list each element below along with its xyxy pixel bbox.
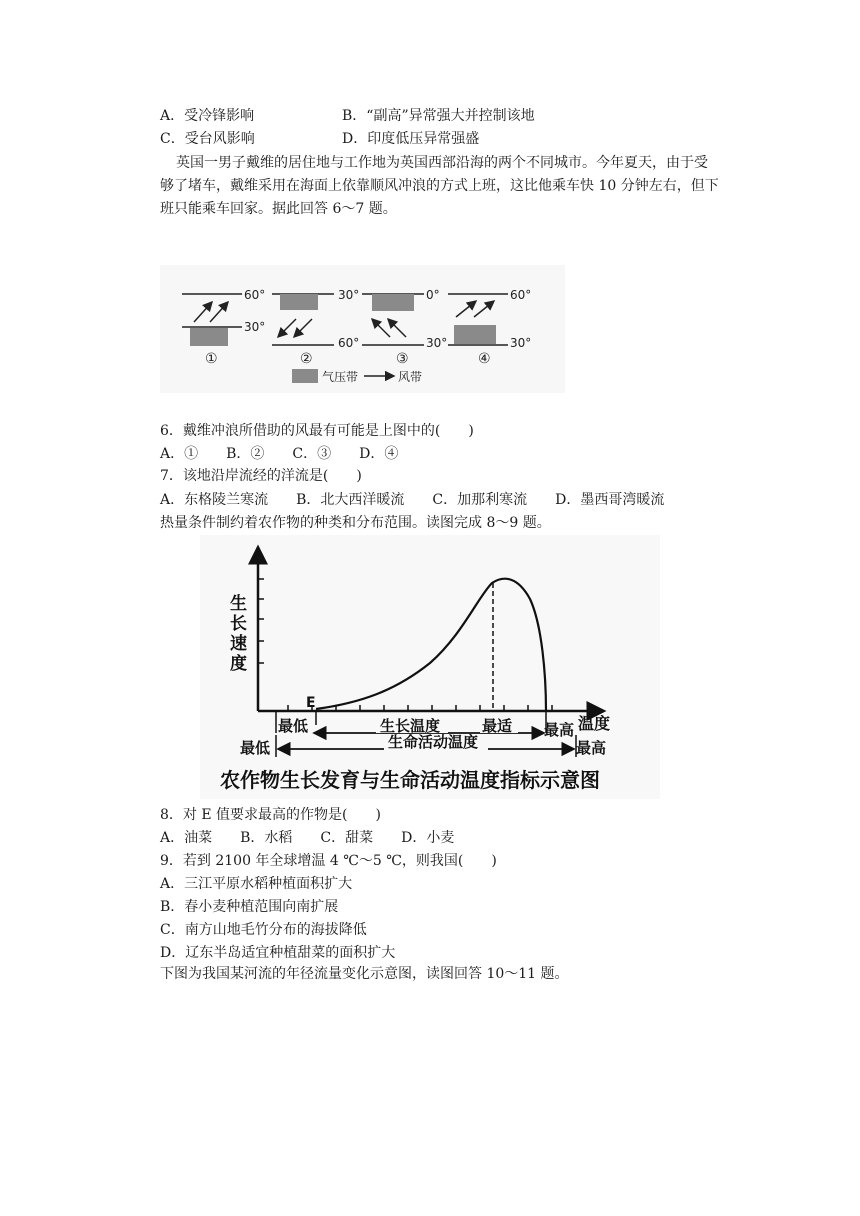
xlabel: 温度 [578,714,611,733]
passage1-line3: 班只能乘车回家。据此回答 6～7 题。 [160,201,397,217]
chart-caption: 农作物生长发育与生命活动温度指标示意图 [220,768,600,792]
ylabel-char-4: 度 [230,654,247,674]
legend-pressure-label: 气压带 [322,370,359,384]
q8-stem: 8．对 E 值要求最高的作物是( ) [160,807,381,823]
passage1-line2: 够了堵车，戴维采用在海面上依靠顺风冲浪的方式上班，这比他乘车快 10 分钟左右，但下 [160,178,719,194]
ylabel-char-2: 长 [230,614,247,634]
q5-option-a: A．受冷锋影响 [160,108,255,124]
q7-options: A．东格陵兰寒流 B．北大西洋暖流 C．加那利寒流 D．墨西哥湾暖流 [160,492,665,508]
panel-4-label: ④ [478,351,491,367]
panel-1-bottom-lat: 30° [244,320,266,334]
panel-2-label: ② [300,351,313,367]
q9-option-a: A．三江平原水稻种植面积扩大 [160,876,353,892]
ylabel-char-3: 速 [230,634,247,654]
row1-opt: 最适 [482,717,513,735]
q9-option-d: D．辽东半岛适宜种植甜菜的面积扩大 [160,945,396,961]
panel-1-top-lat: 60° [244,288,266,302]
q6-options: A．① B．② C．③ D．④ [160,446,399,462]
passage2: 热量条件制约着农作物的种类和分布范围。读图完成 8～9 题。 [160,515,551,531]
row1-mid: 生长温度 [380,717,441,735]
panel-2-top-lat: 30° [338,288,360,302]
legend-wind-label: 风带 [398,370,423,384]
panel-4-bottom-lat: 30° [510,336,532,350]
row2-max: 最高 [576,739,607,757]
ylabel-char-1: 生 [230,594,247,614]
legend-pressure-swatch [292,369,318,383]
e-label: E [306,695,316,711]
q6-stem: 6．戴维冲浪所借助的风最有可能是上图中的( ) [160,423,474,439]
q9-option-b: B．春小麦种植范围向南扩展 [160,899,339,915]
panel-2-bottom-lat: 60° [338,336,360,350]
q5-option-b: B．“副高”异常强大并控制该地 [342,108,535,124]
wind-belt-figure [160,265,565,393]
panel-3-label: ③ [396,351,409,367]
q9-stem: 9．若到 2100 年全球增温 4 ℃～5 ℃，则我国( ) [160,853,497,869]
q9-option-c: C．南方山地毛竹分布的海拔降低 [160,922,367,938]
panel-1-label: ① [205,351,218,367]
panel-3-top-lat: 0° [426,288,440,302]
row2-mid: 生命活动温度 [388,733,479,751]
row2-min: 最低 [240,739,271,757]
q5-option-c: C．受台风影响 [160,131,255,147]
q8-options: A．油菜 B．水稻 C．甜菜 D．小麦 [160,830,455,846]
panel-3-bottom-lat: 30° [426,336,448,350]
passage3: 下图为我国某河流的年径流量变化示意图，读图回答 10～11 题。 [160,966,569,982]
row1-max: 最高 [544,721,575,739]
crop-temperature-chart [200,535,660,799]
q7-stem: 7．该地沿岸流经的洋流是( ) [160,468,362,484]
q5-option-d: D．印度低压异常强盛 [342,131,480,147]
passage1-line1: 英国一男子戴维的居住地与工作地为英国西部沿海的两个不同城市。今年夏天，由于受 [176,155,708,171]
row1-min: 最低 [278,717,309,735]
panel-4-top-lat: 60° [510,288,532,302]
